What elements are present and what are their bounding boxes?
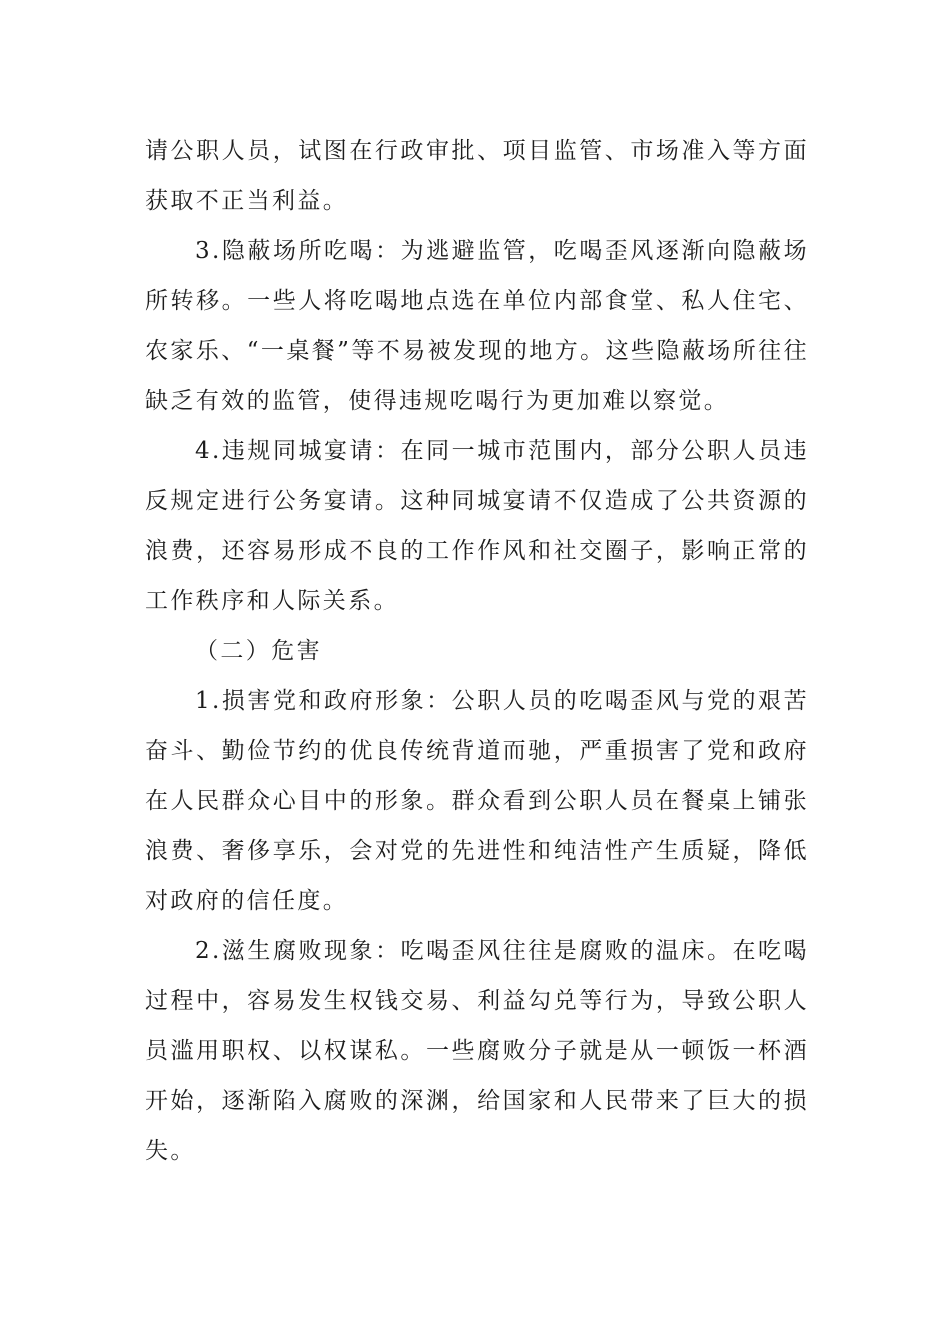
paragraph-same-city-banquets: 4.违规同城宴请：在同一城市范围内，部分公职人员违反规定进行公务宴请。这种同城宴请不仅造成了公共资源的浪费，还容易形成不良的工作作风和社交圈子，影响正常的工作秩序和人际关系。	[145, 438, 809, 614]
paragraph-hidden-venue-dining: 3.隐蔽场所吃喝：为逃避监管，吃喝歪风逐渐向隐蔽场所转移。一些人将吃喝地点选在单位内部食堂、私人住宅、农家乐、“一桌餐”等不易被发现的地方。这些隐蔽场所往往缺乏有效的监管，使得违规吃喝行为更加难以察觉。	[145, 238, 809, 414]
paragraph-damage-image: 1.损害党和政府形象：公职人员的吃喝歪风与党的艰苦奋斗、勤俭节约的优良传统背道而驰，严重损害了党和政府在人民群众心目中的形象。群众看到公职人员在餐桌上铺张浪费、奢侈享乐，会对党的先进性和纯洁性产生质疑，降低对政府的信任度。	[145, 688, 809, 914]
document-body	[145, 126, 809, 1176]
paragraph-breeding-corruption: 2.滋生腐败现象：吃喝歪风往往是腐败的温床。在吃喝过程中，容易发生权钱交易、利益勾兑等行为，导致公职人员滥用职权、以权谋私。一些腐败分子就是从一顿饭一杯酒开始，逐渐陷入腐败的深渊，给国家和人民带来了巨大的损失。	[145, 938, 809, 1164]
paragraph-continuation: 请公职人员，试图在行政审批、项目监管、市场准入等方面获取不正当利益。	[145, 138, 809, 214]
section-heading-harms: （二）危害	[195, 638, 322, 664]
